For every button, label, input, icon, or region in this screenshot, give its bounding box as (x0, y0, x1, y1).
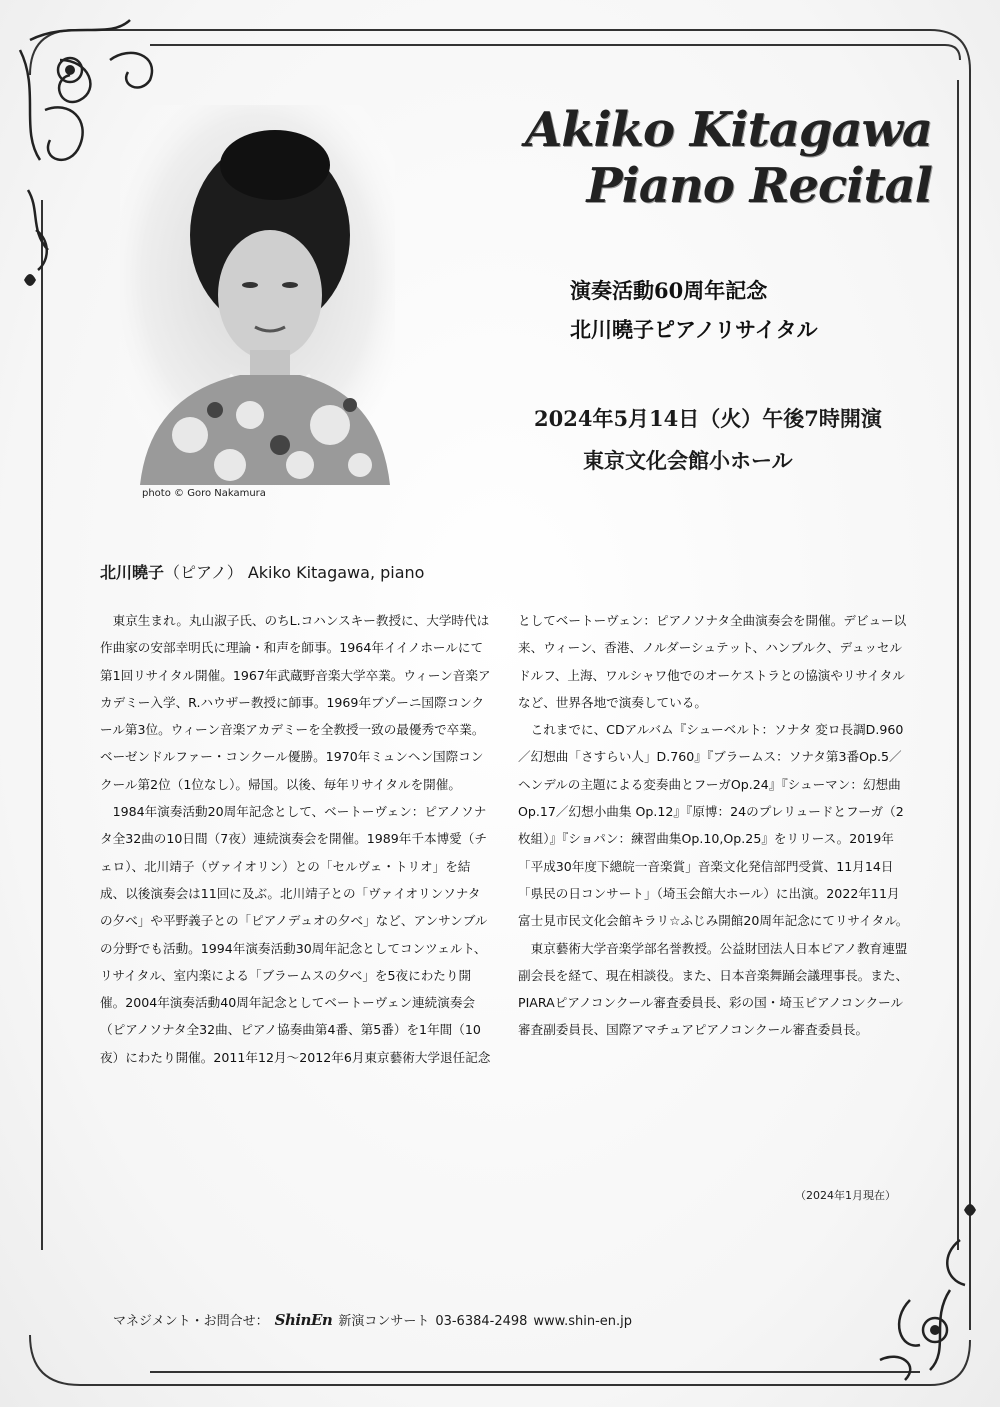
event-date: 2024年5月14日（火）午後7時開演 (534, 406, 882, 431)
company-name: 新演コンサート (338, 1314, 430, 1329)
contact-label: マネジメント・お問合せ： (113, 1314, 269, 1329)
bio-paragraph: 東京藝術大学音楽学部名誉教授。公益財団法人日本ピアノ教育連盟副会長を経て、現在相談役。また、日本音楽舞踊会議理事長。また、PIARAピアノコンクール審査委員長、彩の国・埼玉ピアノコンクール審査副委員長、国際アマチュアピアノコンクール審査委員長。 (518, 940, 909, 1038)
artist-name-jp: 北川曉子 (100, 563, 165, 582)
bio-paragraph: 1984年演奏活動20周年記念として、ベートーヴェン：ピアノソナタ全32曲の10日間（7夜）連続演奏会を開催。1989年千本博愛（チェロ）、北川靖子（ヴァイオリン）との「セルヴェ・トリオ」を結成、以後演奏会は11回に及ぶ。北川靖子との「ヴァイオリンソナタの夕べ」や平野義子との「ピアノデュオの夕べ」など、アンサンブルの分野でも活動。1994年演奏活動30周年記念としてコンツェルト、リサイタル、室内楽による「ブラームスの夕べ」を5夜にわたり開催。2004年演奏活動40周年記念としてベートーヴェン連続演奏会（ピアノソナタ全32曲、ピアノ協奏曲第4番、第5番）を1年間（10夜）にわたり開催。2011年12月〜2012年6月東京藝術大学退任記念 (100, 804, 491, 1065)
title-line-1: Akiko Kitagawa (524, 102, 932, 158)
recital-title-jp: 北川曉子ピアノリサイタル (570, 317, 818, 342)
title-line-2: Piano Recital (586, 158, 932, 214)
website-link[interactable]: www.shin-en.jp (533, 1314, 633, 1329)
artist-heading (100, 560, 424, 583)
biography-column-2 (518, 607, 910, 1044)
bio-paragraph: としてベートーヴェン：ピアノソナタ全曲演奏会を開催。デビュー以来、ウィーン、香港、ノルダーシュテット、ハンブルク、デュッセルドルフ、上海、ワルシャワ他でのオーケストラとの協演やリサイタルなど、世界各地で演奏している。 (518, 613, 907, 710)
as-of-date: （2024年1月現在） (795, 1189, 896, 1202)
artist-name-en: Akiko Kitagawa, piano (247, 563, 425, 582)
photo-credit: photo © Goro Nakamura (142, 488, 266, 499)
shinen-logo: ShinEn (274, 1311, 333, 1329)
portrait-photo (120, 105, 395, 485)
footer-contact (113, 1310, 632, 1329)
bio-paragraph: これまでに、CDアルバム『シューベルト：ソナタ 変ロ長調D.960／幻想曲「さすらい人」D.760』『ブラームス：ソナタ第3番Op.5／ヘンデルの主題による変奏曲とフーガOp.24』『シューマン：幻想曲Op.17／幻想小曲集 Op.12』『原博：24のプレリュードとフーガ（2枚組）』『ショパン：練習曲集Op.10,Op.25』をリリース。2019年「平成30年度下總皖一音楽賞」音楽文化発信部門受賞、11月14日「県民の日コンサート」（埼玉会館大ホール）に出演。2022年11月富士見市民文化会館キラリ☆ふじみ開館20周年記念にてリサイタル。 (518, 722, 909, 929)
phone-number: 03-6384-2498 (435, 1314, 528, 1329)
artist-role-jp: （ピアノ） (164, 563, 243, 582)
bio-paragraph: 東京生まれ。丸山淑子氏、のちL.コハンスキー教授に、大学時代は作曲家の安部幸明氏に理論・和声を師事。1964年イイノホールにて第1回リサイタル開催。1967年武蔵野音楽大学卒業。ウィーン音楽アカデミー入学、R.ハウザー教授に師事。1969年ブゾーニ国際コンクール第3位。ウィーン音楽アカデミーを全教授一致の最優秀で卒業。ベーゼンドルファー・コンクール優勝。1970年ミュンヘン国際コンクール第2位（1位なし）。帰国。以後、毎年リサイタルを開催。 (100, 613, 491, 792)
biography-column-1 (100, 607, 492, 1071)
anniversary-subtitle: 演奏活動60周年記念 (570, 278, 768, 303)
event-venue: 東京文化会館小ホール (583, 448, 793, 473)
